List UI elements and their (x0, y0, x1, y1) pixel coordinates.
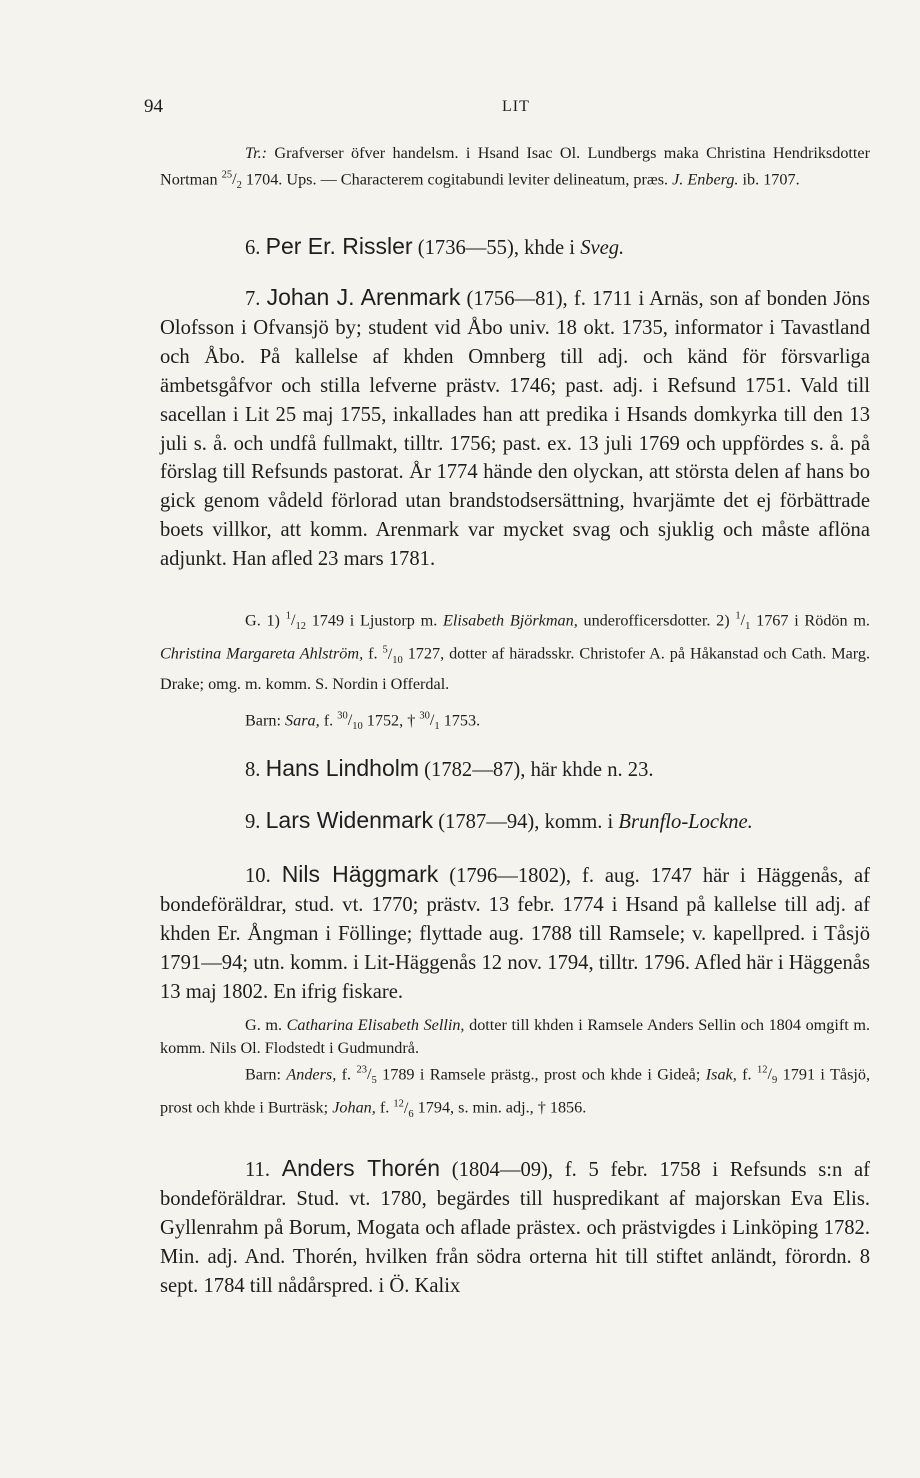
entry-7-children: Barn: Sara, f. $^{30}/_{10}$ 1752, † $^{30}/_1$ 1753. (245, 711, 481, 733)
child-name: Sara, (285, 711, 320, 730)
wife-name: Elisabeth Björkman, (442, 611, 578, 630)
tr-note: Tr.: Grafverser öfver handelsm. i Hsand Isac Ol. Lundbergs maka Christina Hendriksdotter Nortman $^{25}/_2$ 1704. Ups. — Characterem cogitabundi leviter delineatum, præs. J. Enberg. ib. 1707. (160, 144, 870, 192)
entry-number: 11. (245, 1159, 270, 1181)
entry-7: 7. Johan J. Arenmark (1756—81), f. 1711 i Arnäs, son af bonden Jöns Olofsson i Ofvansjö by; student vid Åbo univ. 18 okt. 1735, informator i Tavastland och Åbo. På kallelse af khden Omnberg till adj. och känd för försvarliga ämbetsgåfvor och stilla lefverne prästv. 1746; past. adj. i Refsund 1751. Vald till sacellan i Lit 25 maj 1755, inkallades han att predika i Hsands domkyrka till den 13 juli s. å. och undfå fullmakt, tilltr. 1756; past. ex. 13 juli 1769 och uppfördes s. å. på förslag till Refsunds pastorat. År 1774 hände den olyckan, att största delen af hans bo gick genom vådeld förlorad utan brandstodsersättning, hvarjämte det ej förbättrade boets villkor, att komm. Arenmark var mycket svag och sjuklig och måste aflöna adjunkt. Han afled 23 mars 1781. (160, 284, 870, 571)
wife-name: Christina Margareta Ahlström, (160, 644, 364, 663)
entry-name: Lars Widenmark (265, 807, 434, 833)
entry-10-marriage: G. m. Catharina Elisabeth Sellin, dotter till khden i Ramsele Anders Sellin och 1804 omgift m. komm. Nils Ol. Flodstedt i Gudmundrå. (160, 1016, 871, 1057)
entry-number: 6. (245, 237, 261, 259)
wife-name: Catharina Elisabeth Sellin, (286, 1016, 465, 1034)
entry-number: 10. (245, 865, 271, 887)
entry-10: 10. Nils Häggmark (1796—1802), f. aug. 1747 här i Häggenås, af bondeföräldrar, stud. vt. 1770; prästv. 13 febr. 1774 i Hsand på kallelse till adj. af khden Er. Ångman i Föllinge; flyttade aug. 1788 till Ramsele; v. kapellpred. i Tåsjö 1791—94; utn. komm. i Lit-Häggenås 12 nov. 1794, tilltr. 1796. Afled här i Häggenås 13 maj 1802. En ifrig fiskare. (160, 861, 870, 1003)
entry-8: 8. Hans Lindholm (1782—87), här khde n. 23. (245, 755, 654, 781)
place-name: Brunflo-Lockne. (618, 811, 753, 833)
place-name: Sveg. (580, 237, 625, 259)
tr-label: Tr.: (245, 144, 268, 162)
entry-number: 9. (245, 811, 261, 833)
entry-name: Johan J. Arenmark (266, 284, 461, 310)
child-name: Anders, (286, 1065, 337, 1084)
entry-name: Per Er. Rissler (265, 233, 413, 259)
entry-11: 11. Anders Thorén (1804—09), f. 5 febr. 1758 i Refsunds s:n af bondeföräldrar. Stud. vt. 1780, begärdes till huspredikant af majorskan Eva Elis. Gyllenrahm på Borum, Mogata och aflade prästex. och prästvigdes i Linköping 1782. Min. adj. And. Thorén, hvilken från södra orterna hit till stiftet anländt, förordn. 8 sept. 1784 till nådårspred. i Ö. Kalix (160, 1155, 871, 1297)
child-name: Johan, (332, 1098, 376, 1117)
entry-10-children: Barn: Anders, f. $^{23}/_5$ 1789 i Ramsele prästg., prost och khde i Gideå; Isak, f. $^{12}/_9$ 1791 i Tåsjö, prost och khde i Burträsk; Johan, f. $^{12}/_6$ 1794, s. min. adj., † 1856. (160, 1065, 871, 1121)
entry-name: Anders Thorén (281, 1155, 441, 1181)
entry-name: Hans Lindholm (265, 755, 420, 781)
child-name: Isak, (705, 1065, 737, 1084)
praeses-name: J. Enberg. (672, 170, 739, 189)
date-fraction: $^{25}/_2$ (221, 169, 242, 192)
running-head (144, 96, 870, 120)
entry-9: 9. Lars Widenmark (1787—94), komm. i Brunflo-Lockne. (245, 807, 753, 833)
page-number: 94 (144, 96, 163, 117)
entry-6: 6. Per Er. Rissler (1736—55), khde i Sveg. (245, 233, 625, 259)
entry-number: 7. (245, 288, 261, 310)
entry-number: 8. (245, 759, 261, 781)
entry-name: Nils Häggmark (281, 861, 439, 887)
entry-7-marriage: G. 1) $^1/_{12}$ 1749 i Ljustorp m. Elisabeth Björkman, underofficersdotter. 2) $^1/_1$ 1767 i Rödön m. Christina Margareta Ahlström, f. $^5/_{10}$ 1727, dotter af häradsskr. Christofer A. på Håkanstad och Cath. Marg. Drake; omg. m. komm. S. Nordin i Offerdal. (160, 611, 871, 693)
running-title: LIT (502, 98, 530, 115)
